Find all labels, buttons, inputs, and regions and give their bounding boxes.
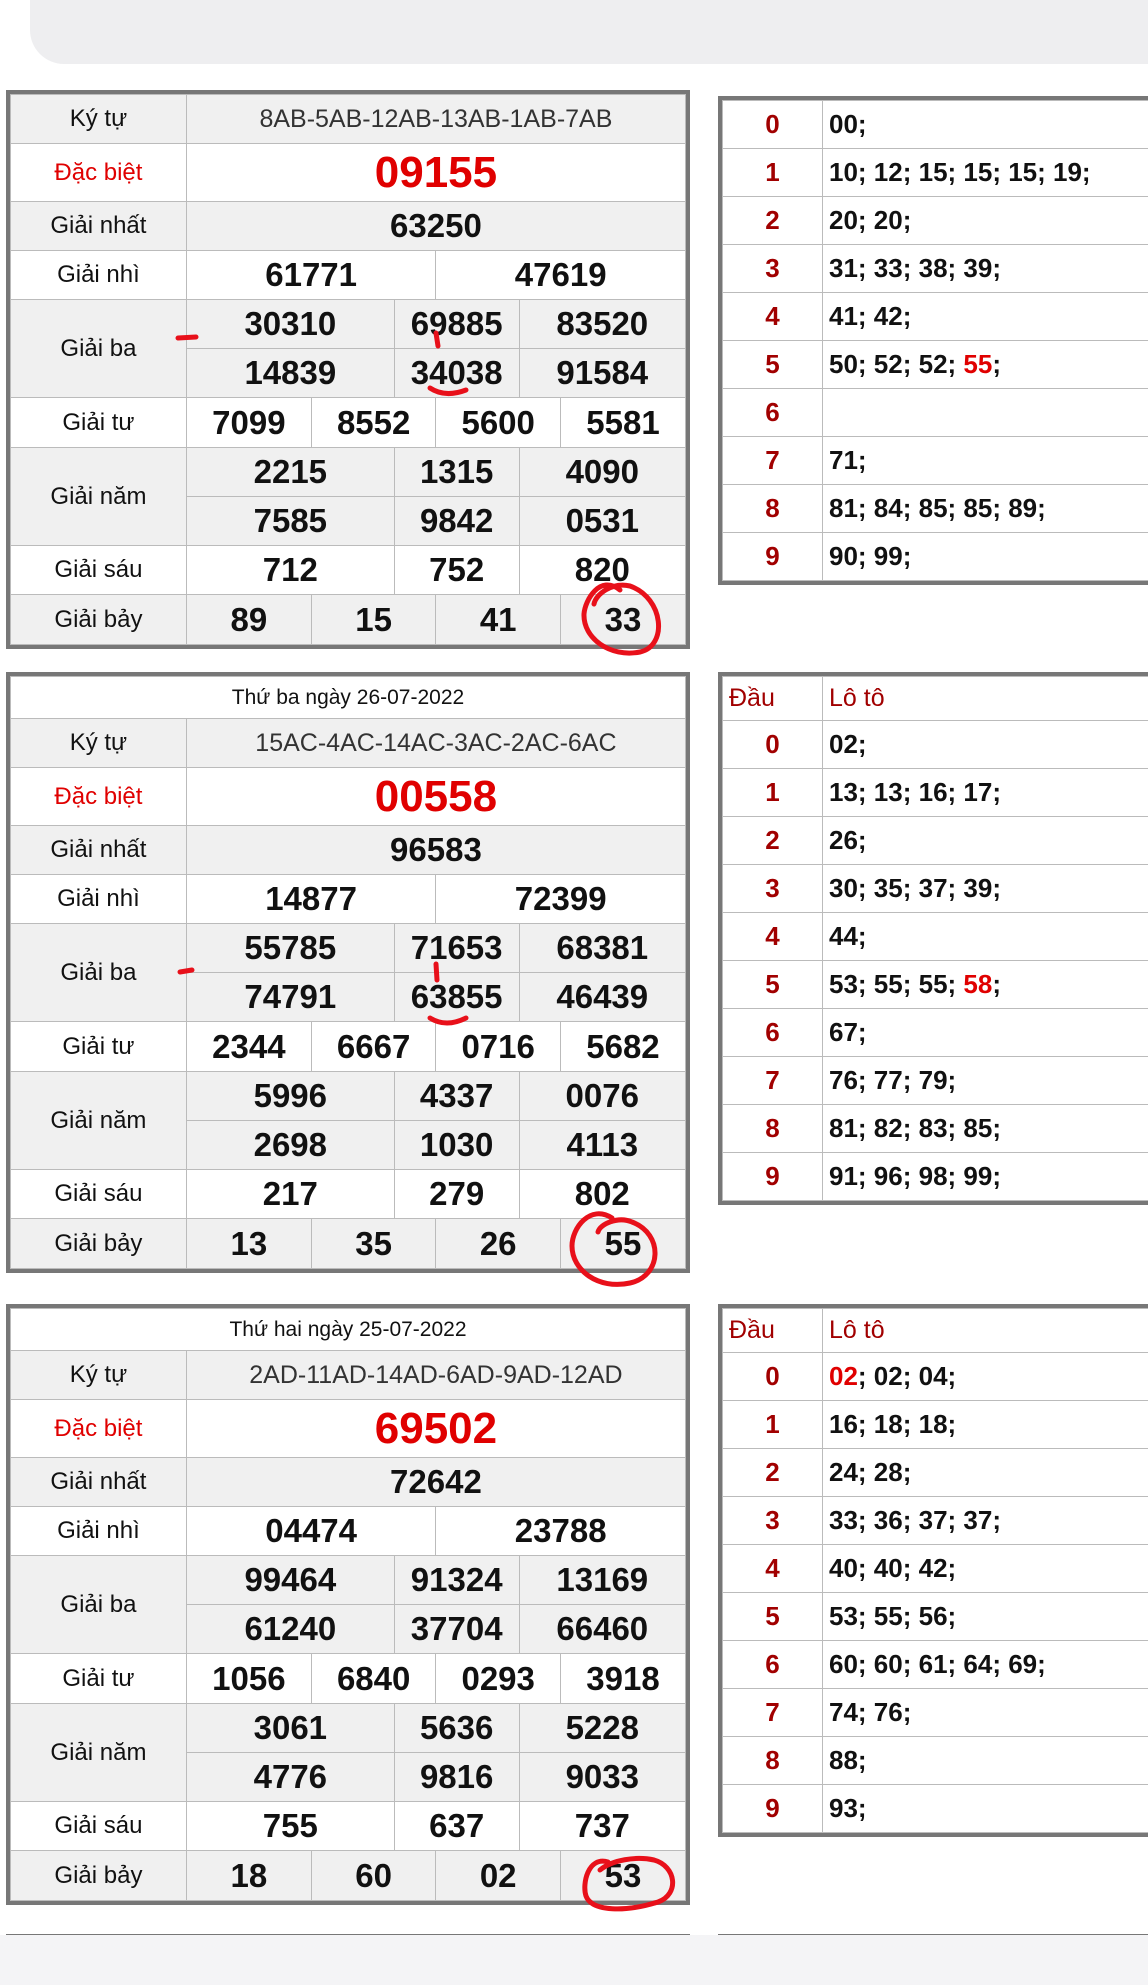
loto-text: 81; 82; 83; 85; — [829, 1113, 1001, 1143]
giai-bay-value: 35 — [311, 1219, 436, 1268]
loto-dau-value: 3 — [723, 1497, 823, 1545]
giai-nam-value: 1030 — [394, 1121, 519, 1170]
loto-values — [823, 1105, 1148, 1153]
giai-tu-value: 6840 — [311, 1654, 436, 1703]
giai-bay-value: 55 — [560, 1219, 685, 1268]
loto-dau-value: 4 — [723, 293, 823, 341]
giai-sau-value: 820 — [519, 546, 685, 595]
loto-text: 71; — [829, 445, 867, 475]
giai-nam-value: 4776 — [186, 1753, 394, 1802]
giai-ba-value: 71653 — [394, 924, 519, 973]
giai-tu-value: 6667 — [311, 1022, 436, 1071]
label-giai-sau: Giải sáu — [11, 546, 187, 595]
loto-text: ; — [992, 349, 1001, 379]
loto-dau-value: 3 — [723, 865, 823, 913]
label-giai-bay: Giải bảy — [11, 1851, 187, 1901]
label-giai-bay: Giải bảy — [11, 1219, 187, 1269]
loto-text: 20; 20; — [829, 205, 912, 235]
loto-text: 41; 42; — [829, 301, 912, 331]
label-giai-bay: Giải bảy — [11, 595, 187, 645]
loto-header-dau: Đầu — [723, 677, 823, 721]
loto-values — [823, 1785, 1148, 1833]
loto-values — [823, 197, 1148, 245]
giai-bay-group — [186, 595, 685, 645]
result-table-2 — [6, 672, 690, 1273]
loto-dau-value: 8 — [723, 1737, 823, 1785]
giai-bay-value: 41 — [436, 595, 561, 644]
loto-table-2 — [718, 672, 1148, 1205]
loto-dau-value: 1 — [723, 769, 823, 817]
giai-tu-group — [186, 1022, 685, 1072]
giai-nhi-value: 23788 — [436, 1507, 686, 1556]
loto-text: 53; 55; 55; — [829, 969, 964, 999]
giai-nam-value: 9033 — [519, 1753, 685, 1802]
loto-text: ; — [992, 969, 1001, 999]
giai-ba-value: 91584 — [519, 349, 685, 398]
loto-values — [823, 341, 1148, 389]
giai-bay-value: 89 — [187, 595, 312, 644]
giai-bay-value: 15 — [311, 595, 436, 644]
loto-dau-value: 0 — [723, 1353, 823, 1401]
loto-text: 30; 35; 37; 39; — [829, 873, 1001, 903]
label-giai-ba: Giải ba — [11, 924, 187, 1022]
loto-text: 74; 76; — [829, 1697, 912, 1727]
ky-tu-value: 15AC-4AC-14AC-3AC-2AC-6AC — [186, 719, 685, 768]
giai-tu-value: 7099 — [212, 403, 286, 441]
loto-text: 33; 36; 37; 37; — [829, 1505, 1001, 1535]
giai-tu-value: 2344 — [212, 1027, 286, 1065]
result-table-3 — [6, 1304, 690, 1905]
giai-tu-group — [186, 1654, 685, 1704]
browser-bottom-bar — [0, 1935, 1148, 1985]
loto-values — [823, 721, 1148, 769]
loto-values — [823, 293, 1148, 341]
giai-sau-value: 802 — [519, 1170, 685, 1219]
loto-text: 31; 33; 38; 39; — [829, 253, 1001, 283]
loto-values — [823, 961, 1148, 1009]
giai-nam-value: 0531 — [519, 497, 685, 546]
giai-nam-value: 2698 — [186, 1121, 394, 1170]
giai-ba-value: 99464 — [186, 1556, 394, 1605]
giai-bay-value: 02 — [436, 1851, 561, 1900]
loto-dau-value: 8 — [723, 1105, 823, 1153]
giai-sau-value: 752 — [394, 546, 519, 595]
loto-text: 00; — [829, 109, 867, 139]
loto-values — [823, 1057, 1148, 1105]
loto-dau-value: 4 — [723, 913, 823, 961]
giai-ba-value: 30310 — [186, 300, 394, 349]
loto-dau-value: 8 — [723, 485, 823, 533]
loto-values — [823, 1353, 1148, 1401]
giai-bay-value: 60 — [311, 1851, 436, 1900]
loto-values — [823, 1641, 1148, 1689]
loto-text: ; 02; 04; — [857, 1361, 957, 1391]
label-ky-tu: Ký tự — [11, 719, 187, 768]
giai-ba-value: 34038 — [394, 349, 519, 398]
giai-nam-value: 5996 — [186, 1072, 394, 1121]
giai-ba-value: 14839 — [186, 349, 394, 398]
loto-dau-value: 0 — [723, 721, 823, 769]
loto-dau-value: 6 — [723, 1641, 823, 1689]
label-dac-biet: Đặc biệt — [11, 144, 187, 202]
loto-dau-value: 0 — [723, 101, 823, 149]
loto-dau-value: 5 — [723, 1593, 823, 1641]
loto-values — [823, 1545, 1148, 1593]
loto-dau-value: 7 — [723, 1689, 823, 1737]
loto-text: 88; — [829, 1745, 867, 1775]
giai-bay-group — [186, 1851, 685, 1901]
label-giai-nam: Giải năm — [11, 1704, 187, 1802]
giai-nam-value: 4337 — [394, 1072, 519, 1121]
loto-dau-value: 4 — [723, 1545, 823, 1593]
giai-ba-value: 63855 — [394, 973, 519, 1022]
giai-ba-value: 13169 — [519, 1556, 685, 1605]
giai-nhi-value: 47619 — [436, 251, 686, 300]
giai-ba-value: 55785 — [186, 924, 394, 973]
loto-values — [823, 865, 1148, 913]
loto-dau-value: 2 — [723, 817, 823, 865]
giai-tu-value: 5682 — [560, 1022, 685, 1071]
giai-bay-value: 26 — [436, 1219, 561, 1268]
loto-values — [823, 389, 1148, 437]
label-giai-sau: Giải sáu — [11, 1170, 187, 1219]
loto-values — [823, 1401, 1148, 1449]
giai-bay-value: 13 — [187, 1219, 312, 1268]
giai-ba-value: 83520 — [519, 300, 685, 349]
label-ky-tu: Ký tự — [11, 95, 187, 144]
loto-values — [823, 437, 1148, 485]
loto-text: 13; 13; 16; 17; — [829, 777, 1001, 807]
giai-ba-value: 61240 — [186, 1605, 394, 1654]
loto-values — [823, 533, 1148, 581]
loto-text: 90; 99; — [829, 541, 912, 571]
loto-text: 50; 52; 52; — [829, 349, 964, 379]
giai-ba-value: 69885 — [394, 300, 519, 349]
loto-highlight: 55 — [963, 349, 993, 379]
loto-highlight: 02 — [829, 1361, 858, 1391]
label-giai-nhi: Giải nhì — [11, 1507, 187, 1556]
loto-text: 44; — [829, 921, 867, 951]
giai-nam-value: 5636 — [394, 1704, 519, 1753]
loto-dau-value: 1 — [723, 149, 823, 197]
loto-dau-value: 7 — [723, 437, 823, 485]
loto-text: 76; 77; 79; — [829, 1065, 957, 1095]
label-dac-biet: Đặc biệt — [11, 1400, 187, 1458]
loto-table-3 — [718, 1304, 1148, 1837]
loto-values — [823, 1153, 1148, 1201]
loto-header-loto: Lô tô — [823, 677, 1148, 721]
url-bar[interactable] — [30, 0, 1148, 64]
loto-values — [823, 485, 1148, 533]
ky-tu-value: 8AB-5AB-12AB-13AB-1AB-7AB — [186, 95, 685, 144]
loto-values — [823, 149, 1148, 197]
loto-dau-value: 9 — [723, 533, 823, 581]
loto-dau-value: 7 — [723, 1057, 823, 1105]
dac-biet-value: 69502 — [186, 1400, 685, 1458]
giai-tu-value: 0293 — [436, 1654, 561, 1703]
giai-tu-value: 3918 — [560, 1654, 685, 1703]
giai-ba-value: 74791 — [186, 973, 394, 1022]
giai-ba-value: 91324 — [394, 1556, 519, 1605]
label-giai-nhat: Giải nhất — [11, 202, 187, 251]
loto-text: 91; 96; 98; 99; — [829, 1161, 1001, 1191]
dac-biet-value: 00558 — [186, 768, 685, 826]
label-giai-nhi: Giải nhì — [11, 251, 187, 300]
label-giai-ba: Giải ba — [11, 1556, 187, 1654]
giai-nam-value: 1315 — [394, 448, 519, 497]
giai-nam-value: 7585 — [186, 497, 394, 546]
loto-text: 02; — [829, 729, 867, 759]
loto-text: 26; — [829, 825, 867, 855]
giai-nam-value: 5228 — [519, 1704, 685, 1753]
label-giai-nam: Giải năm — [11, 1072, 187, 1170]
loto-header-dau: Đầu — [723, 1309, 823, 1353]
label-giai-nhi: Giải nhì — [11, 875, 187, 924]
giai-tu-value: 1056 — [212, 1659, 286, 1697]
giai-bay-value: 33 — [560, 595, 685, 644]
giai-bay-value: 53 — [560, 1851, 685, 1900]
loto-dau-value: 5 — [723, 961, 823, 1009]
giai-nhat-value: 72642 — [186, 1458, 685, 1507]
label-giai-nhat: Giải nhất — [11, 826, 187, 875]
loto-values — [823, 101, 1148, 149]
giai-nhat-value: 63250 — [186, 202, 685, 251]
loto-dau-value: 1 — [723, 1401, 823, 1449]
loto-table-1 — [718, 96, 1148, 585]
giai-bay-group — [186, 1219, 685, 1269]
label-giai-tu: Giải tư — [11, 398, 187, 448]
loto-dau-value: 6 — [723, 1009, 823, 1057]
giai-tu-value: 5581 — [560, 398, 685, 447]
label-giai-ba: Giải ba — [11, 300, 187, 398]
loto-text: 16; 18; 18; — [829, 1409, 957, 1439]
loto-text: 53; 55; 56; — [829, 1601, 957, 1631]
result-date-header: Thứ hai ngày 25-07-2022 — [11, 1309, 686, 1351]
loto-values — [823, 1689, 1148, 1737]
result-table-1 — [6, 90, 690, 649]
giai-nam-value: 9842 — [394, 497, 519, 546]
giai-ba-value: 66460 — [519, 1605, 685, 1654]
loto-values — [823, 769, 1148, 817]
giai-nam-value: 4113 — [519, 1121, 685, 1170]
giai-tu-value: 5600 — [436, 398, 561, 447]
loto-values — [823, 817, 1148, 865]
giai-nam-value: 0076 — [519, 1072, 685, 1121]
loto-text: 81; 84; 85; 85; 89; — [829, 493, 1046, 523]
giai-tu-value: 8552 — [311, 398, 436, 447]
loto-text: 60; 60; 61; 64; 69; — [829, 1649, 1046, 1679]
loto-values — [823, 1497, 1148, 1545]
loto-text: 24; 28; — [829, 1457, 912, 1487]
loto-text: 40; 40; 42; — [829, 1553, 957, 1583]
giai-sau-value: 637 — [394, 1802, 519, 1851]
loto-values — [823, 245, 1148, 293]
loto-dau-value: 9 — [723, 1785, 823, 1833]
giai-nhi-value: 04474 — [186, 1507, 436, 1556]
ky-tu-value: 2AD-11AD-14AD-6AD-9AD-12AD — [186, 1351, 685, 1400]
label-giai-sau: Giải sáu — [11, 1802, 187, 1851]
loto-dau-value: 9 — [723, 1153, 823, 1201]
giai-ba-value: 37704 — [394, 1605, 519, 1654]
label-dac-biet: Đặc biệt — [11, 768, 187, 826]
giai-nam-value: 2215 — [186, 448, 394, 497]
loto-text: 10; 12; 15; 15; 15; 19; — [829, 157, 1091, 187]
giai-tu-group — [186, 398, 685, 448]
loto-dau-value: 5 — [723, 341, 823, 389]
giai-nhi-value: 61771 — [186, 251, 436, 300]
loto-dau-value: 3 — [723, 245, 823, 293]
giai-sau-value: 217 — [186, 1170, 394, 1219]
giai-nam-value: 3061 — [186, 1704, 394, 1753]
label-ky-tu: Ký tự — [11, 1351, 187, 1400]
label-giai-tu: Giải tư — [11, 1654, 187, 1704]
loto-values — [823, 913, 1148, 961]
loto-dau-value: 2 — [723, 197, 823, 245]
loto-text: 93; — [829, 1793, 867, 1823]
giai-sau-value: 712 — [186, 546, 394, 595]
label-giai-nhat: Giải nhất — [11, 1458, 187, 1507]
giai-sau-value: 755 — [186, 1802, 394, 1851]
giai-sau-value: 279 — [394, 1170, 519, 1219]
giai-nam-value: 9816 — [394, 1753, 519, 1802]
loto-header-loto: Lô tô — [823, 1309, 1148, 1353]
loto-dau-value: 2 — [723, 1449, 823, 1497]
loto-text: 67; — [829, 1017, 867, 1047]
label-giai-nam: Giải năm — [11, 448, 187, 546]
loto-values — [823, 1593, 1148, 1641]
giai-nhat-value: 96583 — [186, 826, 685, 875]
dac-biet-value: 09155 — [186, 144, 685, 202]
label-giai-tu: Giải tư — [11, 1022, 187, 1072]
giai-bay-value: 18 — [187, 1851, 312, 1900]
giai-ba-value: 46439 — [519, 973, 685, 1022]
giai-sau-value: 737 — [519, 1802, 685, 1851]
giai-nhi-value: 14877 — [186, 875, 436, 924]
loto-dau-value: 6 — [723, 389, 823, 437]
loto-highlight: 58 — [963, 969, 993, 999]
loto-values — [823, 1449, 1148, 1497]
giai-ba-value: 68381 — [519, 924, 685, 973]
giai-nam-value: 4090 — [519, 448, 685, 497]
giai-tu-value: 0716 — [436, 1022, 561, 1071]
loto-values — [823, 1737, 1148, 1785]
result-date-header: Thứ ba ngày 26-07-2022 — [11, 677, 686, 719]
loto-values — [823, 1009, 1148, 1057]
giai-nhi-value: 72399 — [436, 875, 686, 924]
